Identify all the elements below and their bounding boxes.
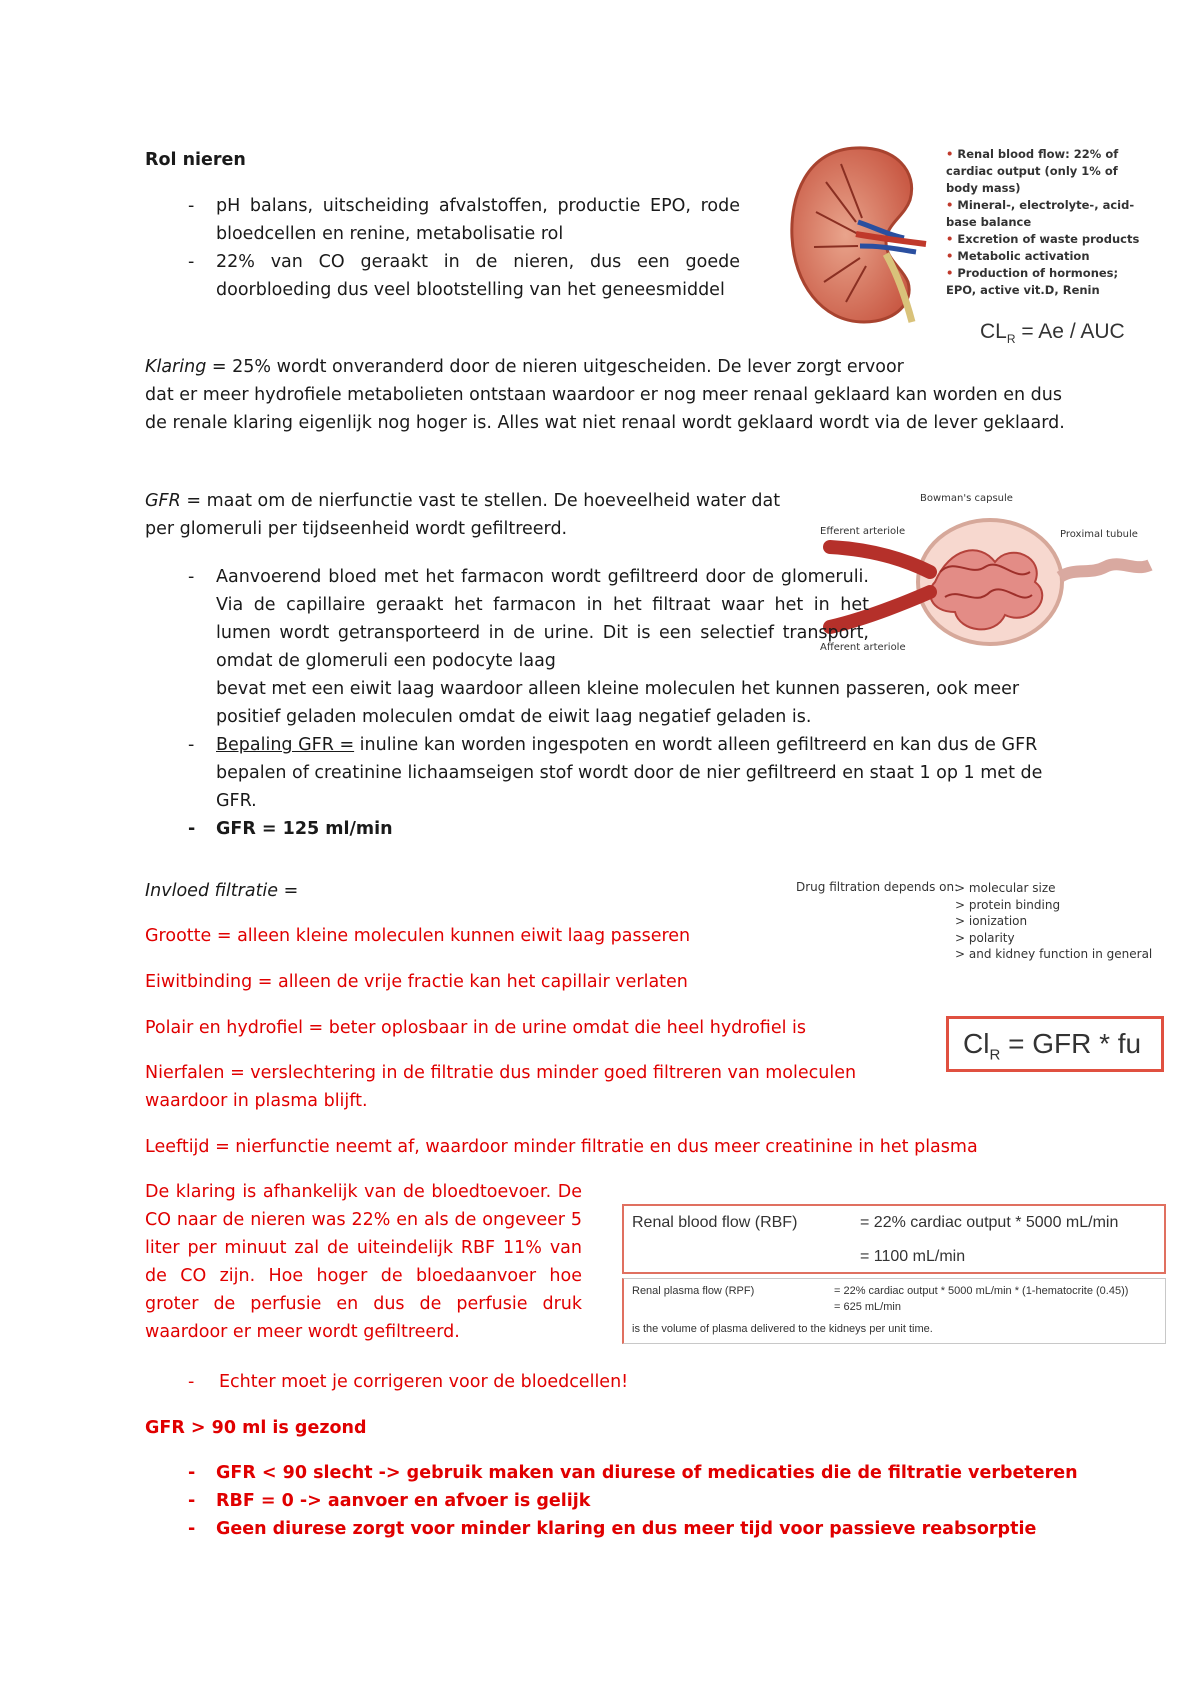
dash-bullet: - xyxy=(188,1372,195,1392)
list-item-text: Geen diurese zorgt voor minder klaring en dus meer tijd voor passieve reabsorptie xyxy=(216,1519,1037,1539)
rpf-equation-box xyxy=(622,1278,1166,1344)
drug-filtration-item: > ionization xyxy=(955,914,1028,928)
list-item xyxy=(118,248,740,304)
label-proximal-tubule: Proximal tubule xyxy=(1060,529,1138,540)
dash-bullet: - xyxy=(188,567,195,587)
dash-bullet: - xyxy=(188,1491,196,1511)
figure-bullet: • Metabolic activation xyxy=(946,249,1090,263)
bepaling-gfr-label: Bepaling GFR = xyxy=(216,735,355,755)
formula-cl-ae-auc: $CL_R = Ae$ / AUC xyxy=(980,320,1125,347)
invloed-filtratie-heading: Invloed filtratie = xyxy=(145,881,299,901)
term-klaring: Klaring xyxy=(145,357,207,377)
rpf-label: Renal plasma flow (RPF) xyxy=(632,1285,755,1297)
gfr-90-heading: GFR > 90 ml is gezond xyxy=(145,1418,367,1438)
list-item xyxy=(118,815,1080,843)
list-item-text: GFR = 125 ml/min xyxy=(216,819,393,839)
dash-bullet: - xyxy=(188,735,195,755)
dash-bullet: - xyxy=(188,252,195,272)
drug-filtration-label: Drug filtration depends on: xyxy=(796,880,959,894)
drug-filtration-item: > and kidney function in general xyxy=(955,947,1153,961)
term-gfr: GFR xyxy=(145,491,181,511)
list-item-text: Aanvoerend bloed met het farmacon wordt gefiltreerd door de glomeruli. Via de capillaire geraakt het farmacon in het filtraat waar het in het lumen wordt getransporteerd in de urine. Dit is een selectief transport, omdat de glomeruli een podocyte laag xyxy=(216,567,869,671)
invloed-item-eiwitbinding: Eiwitbinding = alleen de vrije fractie kan het capillair verlaten xyxy=(145,972,688,992)
label-afferent-arteriole: Afferent arteriole xyxy=(820,642,906,653)
drug-filtration-list xyxy=(955,880,1152,963)
list-item xyxy=(118,731,1080,815)
invloed-item-nierfalen: Nierfalen = verslechtering in de filtratie dus minder goed filtreren van moleculen waardoor in plasma blijft. xyxy=(145,1063,857,1111)
gfr-def: = maat om de nierfunctie vast te stellen. De hoeveelheid water dat per glomeruli per tijdseenheid wordt gefiltreerd. xyxy=(145,491,781,539)
rbf-label: Renal blood flow (RBF) xyxy=(632,1214,798,1231)
list-item xyxy=(118,563,869,675)
list-item-text: pH balans, uitscheiding afvalstoffen, productie EPO, rode bloedcellen en renine, metabolisatie rol xyxy=(216,196,740,244)
label-efferent-arteriole: Efferent arteriole xyxy=(820,526,906,537)
list-item-text: 22% van CO geraakt in de nieren, dus een goede doorbloeding dus veel blootstelling van het geneesmiddel xyxy=(216,252,740,300)
figure-bullet: • Production of hormones; EPO, active vit.D, Renin xyxy=(946,266,1119,297)
formula-box-clr-gfr-fu: $Cl_R$ = GFR * fu xyxy=(946,1016,1164,1072)
list-item-continuation xyxy=(118,675,1080,731)
gfr-definition xyxy=(145,487,805,543)
rbf-equation-2: = 1100 mL/min xyxy=(860,1248,966,1265)
echter-text: Echter moet je corrigeren voor de bloedcellen! xyxy=(219,1372,629,1392)
dash-bullet: - xyxy=(188,819,196,839)
drug-filtration-item: > molecular size xyxy=(955,881,1056,895)
list-item xyxy=(118,1459,1098,1487)
invloed-item-polair: Polair en hydrofiel = beter oplosbaar in de urine omdat die heel hydrofiel is xyxy=(145,1018,807,1038)
list-item-text: RBF = 0 -> aanvoer en afvoer is gelijk xyxy=(216,1491,591,1511)
invloed-item-grootte: Grootte = alleen kleine moleculen kunnen eiwit laag passeren xyxy=(145,926,691,946)
invloed-item-leeftijd: Leeftijd = nierfunctie neemt af, waardoor minder filtratie en dus meer creatinine in het plasma xyxy=(145,1137,978,1157)
rpf-equation-2: = 625 mL/min xyxy=(834,1301,901,1313)
kidney-figure-bullets xyxy=(946,146,1146,299)
label-bowmans-capsule: Bowman's capsule xyxy=(920,493,1013,504)
bullet-list-rol-nieren xyxy=(118,192,740,304)
figure-bullet: • Renal blood flow: 22% of cardiac output (only 1% of body mass) xyxy=(946,147,1119,195)
list-item xyxy=(118,1487,1098,1515)
figure-bullet: • Excretion of waste products xyxy=(946,232,1140,246)
rpf-note: is the volume of plasma delivered to the kidneys per unit time. xyxy=(632,1323,933,1335)
drug-filtration-item: > polarity xyxy=(955,930,1015,945)
drug-filtration-item: > protein binding xyxy=(955,897,1061,912)
figure-bullet: • Mineral-, electrolyte-, acid-base balance xyxy=(946,198,1135,229)
rbf-equation-1: = 22% cardiac output * 5000 mL/min xyxy=(860,1214,1119,1231)
rpf-equation-1: = 22% cardiac output * 5000 mL/min * (1-hematocrite (0.45)) xyxy=(834,1285,1129,1297)
dash-bullet: - xyxy=(188,1463,196,1483)
kidney-illustration xyxy=(786,142,936,327)
list-item xyxy=(118,192,740,248)
rbf-equation-box xyxy=(622,1204,1166,1274)
klaring-line1: = 25% wordt onveranderd door de nieren uitgescheiden. De lever zorgt ervoor xyxy=(206,357,904,377)
klaring-rest: dat er meer hydrofiele metabolieten ontstaan waardoor er nog meer renaal geklaard kan worden en dus de renale klaring eigenlijk nog hoger is. Alles wat niet renaal wordt geklaard wordt via de lever geklaard. xyxy=(145,385,1065,433)
gfr-bullet-list xyxy=(118,563,1080,843)
klaring-paragraph xyxy=(145,353,1080,437)
list-item-text: bevat met een eiwit laag waardoor alleen kleine moleculen het kunnen passeren, ook meer positief geladen moleculen omdat de eiwit laag negatief geladen is. xyxy=(216,679,1020,727)
dash-bullet: - xyxy=(188,1519,196,1539)
final-bullet-list xyxy=(118,1459,1098,1543)
klaring-afhankelijk-paragraph: De klaring is afhankelijk van de bloedtoevoer. De CO naar de nieren was 22% en als de ongeveer 5 liter per minuut zal de uiteindelijk RBF 11% van de CO zijn. Hoe hoger de bloedaanvoer hoe groter de perfusie en dus de perfusie druk waardoor er meer wordt gefiltreerd. xyxy=(145,1182,582,1342)
section-heading-rol-nieren: Rol nieren xyxy=(145,150,246,170)
list-item-text: inuline kan worden ingespoten en wordt alleen gefiltreerd en kan dus de GFR bepalen of creatinine lichaamseigen stof wordt door de nier gefiltreerd en staat 1 op 1 met de GFR. xyxy=(216,735,1043,811)
list-item-text: GFR < 90 slecht -> gebruik maken van diurese of medicaties die de filtratie verbeteren xyxy=(216,1463,1078,1483)
dash-bullet: - xyxy=(188,196,195,216)
list-item xyxy=(118,1515,1098,1543)
